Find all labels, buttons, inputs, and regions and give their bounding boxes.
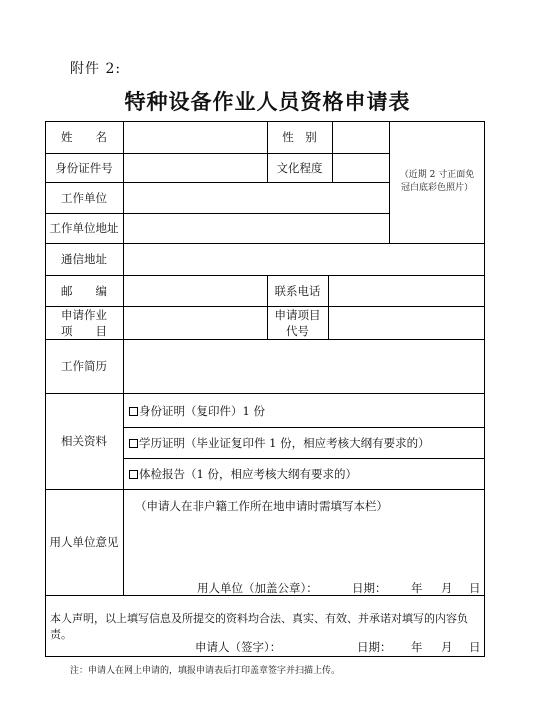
education-field[interactable] [333, 153, 389, 182]
employer-opinion-label: 用人单位意见 [49, 535, 119, 549]
operation-item-label [45, 306, 123, 339]
workplace-address-label: 工作单位地址 [49, 221, 119, 235]
id-number-label: 身份证件号 [55, 160, 113, 175]
application-form [45, 121, 485, 657]
operation-item-label-line2: 项 目 [61, 323, 107, 338]
postcode-field[interactable] [124, 275, 267, 306]
employer-date-label: 日期： [352, 581, 387, 595]
workplace-label: 工作单位 [61, 190, 107, 205]
material-option-medical[interactable] [129, 466, 357, 482]
gender-field[interactable] [333, 121, 389, 153]
declaration-day-label: 日 [469, 640, 481, 654]
photo-instruction: （近期 2 寸正面免冠白底彩色照片） [399, 170, 475, 193]
form-title: 特种设备作业人员资格申请表 [124, 89, 411, 114]
workplace-field[interactable] [124, 182, 389, 213]
employer-instruction: （申请人在非户籍工作所在地申请时需填写本栏） [135, 499, 388, 513]
checkbox-icon[interactable] [129, 439, 138, 448]
gender-label: 性 别 [282, 130, 317, 144]
resume-field[interactable] [124, 339, 485, 393]
resume-label: 工作简历 [61, 359, 107, 373]
id-number-field[interactable] [124, 153, 267, 182]
phone-field[interactable] [329, 275, 485, 306]
mail-address-field[interactable] [124, 243, 485, 275]
mail-address-label: 通信地址 [61, 252, 107, 266]
postcode-label: 邮 编 [61, 283, 107, 298]
material-option-education[interactable] [129, 435, 430, 451]
employer-year-label: 年 [411, 581, 423, 595]
workplace-address-field[interactable] [124, 213, 389, 243]
material-option-id[interactable] [129, 403, 265, 419]
operation-item-field[interactable] [124, 306, 267, 339]
material-option-label: 体检报告（1 份，相应考核大纲有要求的） [139, 467, 357, 481]
material-option-label: 身份证明（复印件）1 份 [139, 404, 265, 418]
item-code-label-line1: 申请项目 [274, 307, 321, 322]
employer-opinion-field[interactable] [124, 516, 485, 571]
footnote: 注：申请人在网上申请的，填报申请表后打印盖章签字并扫描上传。 [70, 666, 341, 676]
operation-item-label-line1: 申请作业 [61, 307, 107, 322]
declaration-month-label: 月 [441, 640, 453, 654]
item-code-field[interactable] [329, 306, 485, 339]
applicant-signature-label: 申请人（签字）： [195, 640, 282, 654]
phone-label: 联系电话 [274, 283, 321, 298]
employer-day-label: 日 [469, 581, 481, 595]
education-label: 文化程度 [276, 160, 323, 175]
row-divider [123, 427, 485, 428]
materials-label: 相关资料 [61, 434, 107, 448]
material-option-label: 学历证明（毕业证复印件 1 份，相应考核大纲有要求的） [139, 436, 430, 450]
photo-box[interactable] [389, 121, 485, 243]
attachment-label: 附件 2: [70, 61, 122, 77]
item-code-label-line2: 代号 [286, 323, 309, 338]
employer-seal-label: 用人单位（加盖公章）： [197, 581, 318, 595]
checkbox-icon[interactable] [129, 407, 138, 416]
declaration-year-label: 年 [411, 640, 423, 654]
name-field[interactable] [124, 121, 267, 153]
employer-month-label: 月 [441, 581, 453, 595]
item-code-label [267, 306, 328, 339]
row-divider [123, 458, 485, 459]
name-label: 姓 名 [61, 130, 107, 144]
declaration-date-label: 日期： [357, 640, 392, 654]
checkbox-icon[interactable] [129, 470, 138, 479]
declaration-text: 本人声明，以上填写信息及所提交的资料均合法、真实、有效、并承诺对填写的内容负责。 [50, 612, 468, 641]
applicant-signature-field[interactable] [285, 633, 345, 655]
